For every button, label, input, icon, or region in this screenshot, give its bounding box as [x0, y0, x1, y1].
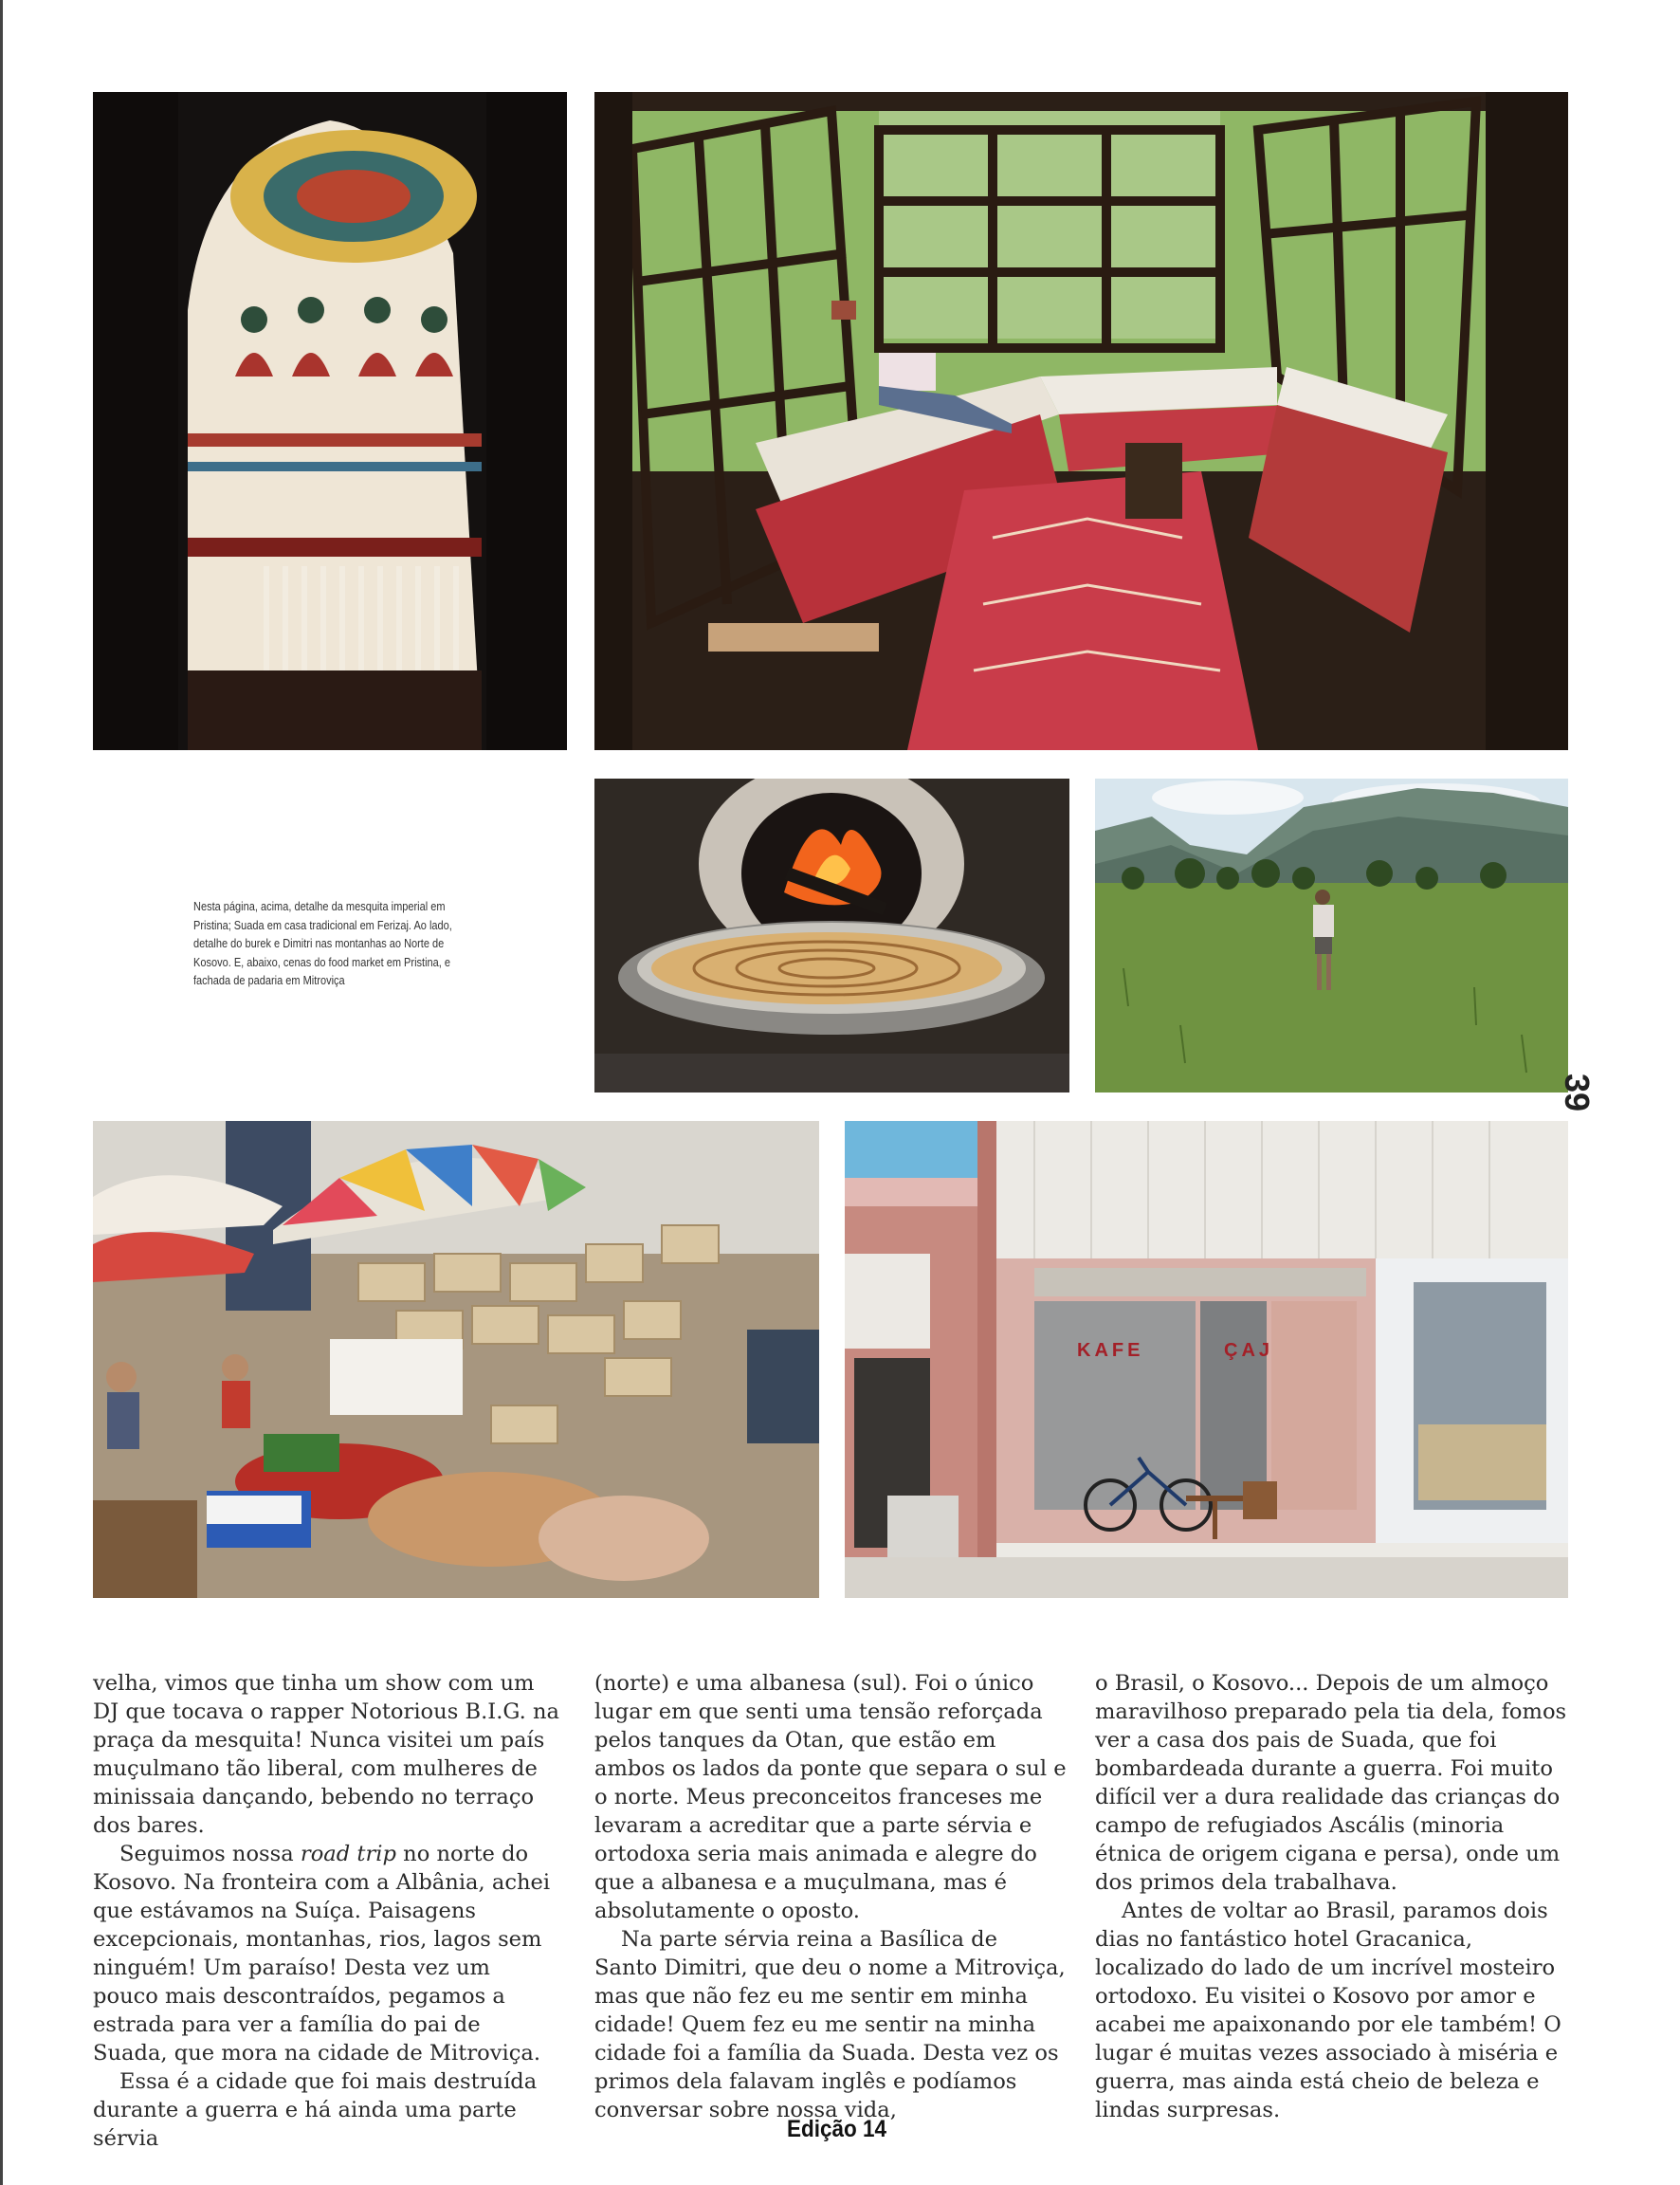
- bakery-sign-left: KAFE: [1077, 1340, 1144, 1361]
- burek-illustration: [594, 779, 1069, 1092]
- paragraph-text: no norte do Kosovo. Na fronteira com a Albânia, achei que estávamos na Suíça. Paisagens excepcionais, montanhas, rios, lagos sem ninguém! Um paraíso! Desta vez um pouco mais descontraídos, pegamos a estrada para ver a família do pai de Suada, que mora na cidade de Mitroviça.: [93, 1842, 551, 2066]
- paragraph: Antes de voltar ao Brasil, paramos dois dias no fantástico hotel Gracanica, localizado do lado de um incrível mosteiro ortodoxo. Eu visitei o Kosovo por amor e acabei me apaixonando por ele também! O lugar é muitas vezes associado à miséria e guerra, mas ainda está cheio de beleza e lindas surpresas.: [1095, 1899, 1561, 2122]
- house-illustration: [594, 92, 1568, 750]
- paragraph: [93, 1840, 559, 2067]
- page-number: 39: [1558, 1074, 1597, 1112]
- market-illustration: [93, 1121, 819, 1598]
- paragraph: o Brasil, o Kosovo... Depois de um almoço maravilhoso preparado pela tia dela, fomos ver a casa dos pais de Suada, que foi bombardeada durante a guerra. Foi muito difícil ver a dura realidade das crianças do campo de refugiados Ascális (minoria étnica de origem cigana e persa), onde um dos primos dela trabalhava.: [1095, 1671, 1567, 1895]
- mountains-illustration: [1095, 779, 1568, 1092]
- text-column-2: [594, 1669, 1067, 2124]
- page-edge: [0, 0, 3, 2185]
- photo-traditional-house: [594, 92, 1568, 750]
- photo-food-market: [93, 1121, 819, 1598]
- bakery-sign-right: ÇAJ: [1224, 1340, 1274, 1361]
- photo-mountains: [1095, 779, 1568, 1092]
- photo-burek: [594, 779, 1069, 1092]
- photo-bakery-facade: [845, 1121, 1568, 1598]
- issue-footer: Edição 14: [787, 2116, 887, 2142]
- mosque-illustration: [93, 92, 567, 750]
- paragraph: Na parte sérvia reina a Basílica de Santo Dimitri, que deu o nome a Mitroviça, mas que não fez eu me sentir em minha cidade! Quem fez eu me sentir na minha cidade foi a família da Suada. Desta vez os primos dela falavam inglês e podíamos conversar sobre nossa vida,: [594, 1927, 1066, 2122]
- paragraph: velha, vimos que tinha um show com um DJ que tocava o rapper Notorious B.I.G. na praça da mesquita! Nunca visitei um país muçulmano tão liberal, com mulheres de minissaia dançando, bebendo no terraço dos bares.: [93, 1671, 560, 1838]
- bakery-illustration: [845, 1121, 1568, 1598]
- paragraph-emphasis: road trip: [300, 1842, 396, 1866]
- paragraph: Essa é a cidade que foi mais destruída durante a guerra e há ainda uma parte sérvia: [93, 2069, 538, 2151]
- text-column-1: [93, 1669, 559, 2153]
- text-column-3: [1095, 1669, 1567, 2124]
- paragraph-text: Seguimos nossa: [119, 1842, 301, 1866]
- paragraph: (norte) e uma albanesa (sul). Foi o único lugar em que senti uma tensão reforçada pelos tanques da Otan, que estão em ambos os lados da ponte que separa o sul e o norte. Meus preconceitos franceses me levaram a acreditar que a parte sérvia e ortodoxa seria mais animada e alegre do que a albanesa e a muçulmana, mas é absolutamente o oposto.: [594, 1671, 1067, 1923]
- photo-mosque-interior: [93, 92, 567, 750]
- photo-caption: Nesta página, acima, detalhe da mesquita imperial em Pristina; Suada em casa tradicional em Ferizaj. Ao lado, detalhe do burek e Dimitri nas montanhas ao Norte de Kosovo. E, abaixo, cenas do food market em Pristina, e fachada de padaria em Mitroviça: [193, 899, 452, 987]
